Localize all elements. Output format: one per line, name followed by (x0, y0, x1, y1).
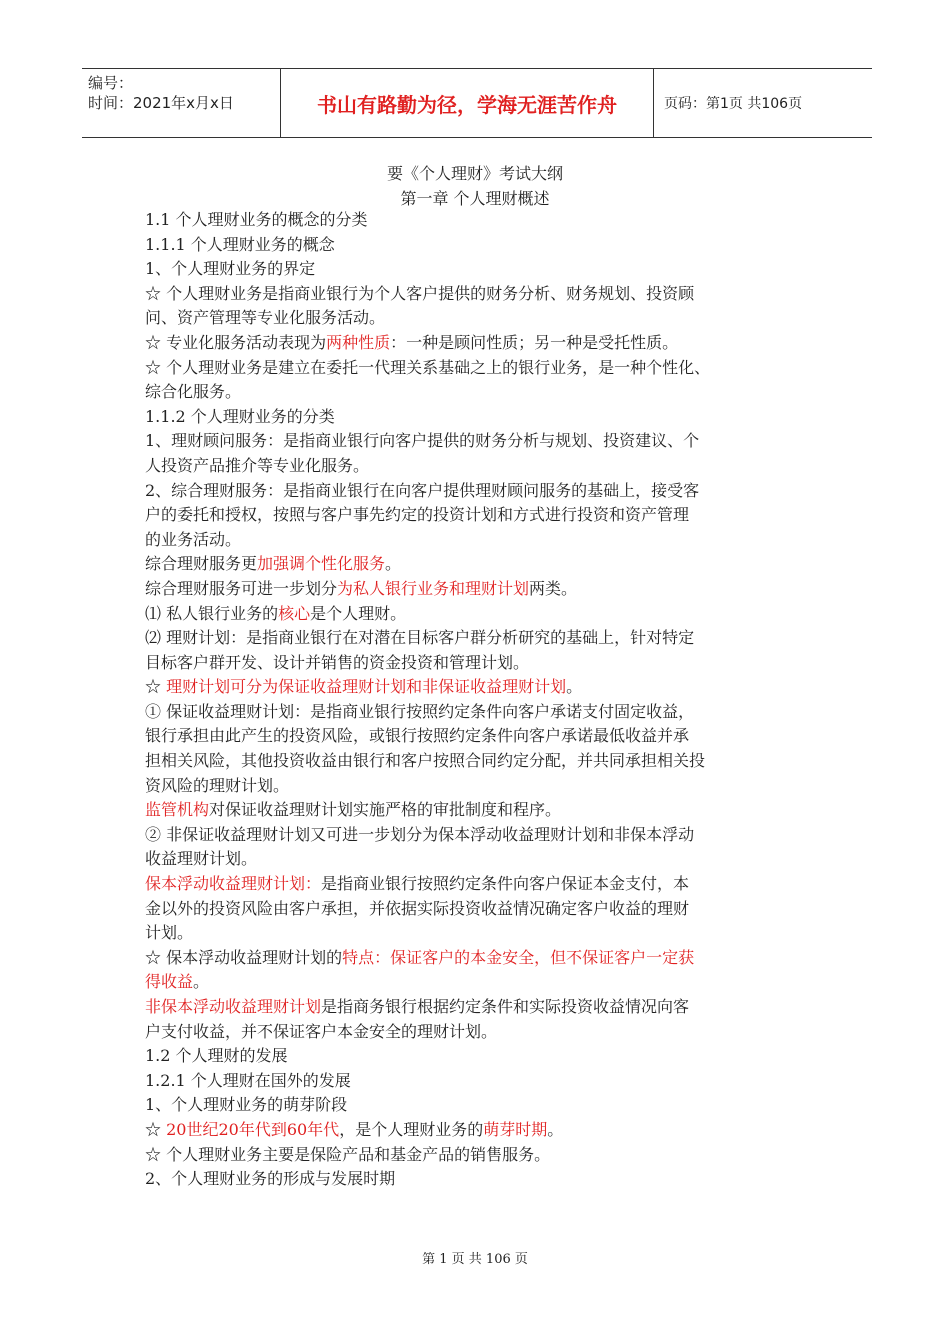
body-text: 是个人理财。 (310, 603, 407, 623)
body-text: 户的委托和授权，按照与客户事先约定的投资计划和方式进行投资和资产管理 (145, 505, 690, 525)
body-line (145, 847, 835, 872)
body-line (145, 208, 835, 233)
highlight-text: 理财计划可分为保证收益理财计划和非保证收益理财计划 (166, 677, 567, 697)
header-meta-cell (82, 69, 281, 137)
body-text: 。 (566, 677, 583, 697)
body-text: ⑵ 理财计划：是指商业银行在对潜在目标客户群分析研究的基础上，针对特定 (145, 628, 695, 648)
body-text: 两类。 (529, 578, 578, 598)
body-text: 是指商业银行按照约定条件向客户保证本金支付，本 (321, 874, 690, 894)
body-line (145, 724, 835, 749)
body-text: 1.1.2 个人理财业务的分类 (145, 406, 335, 426)
body-text: 户支付收益，并不保证客户本金安全的理财计划。 (145, 1021, 498, 1041)
body-line (145, 1167, 835, 1192)
body-line (145, 233, 835, 258)
body-text: ，是个人理财业务的 (339, 1119, 484, 1139)
body-text: 担相关风险，其他投资收益由银行和客户按照合同约定分配，并共同承担相关投 (145, 751, 706, 771)
body-line (145, 675, 835, 700)
highlight-text: 萌芽时期 (483, 1119, 548, 1139)
body-line (145, 651, 835, 676)
body-text: ☆ (145, 1119, 167, 1139)
body-text: ☆ 个人理财业务主要是保险产品和基金产品的销售服务。 (145, 1144, 551, 1164)
body-line (145, 1069, 835, 1094)
highlight-text: 核心 (278, 603, 311, 623)
body-text: ☆ 专业化服务活动表现为 (145, 332, 327, 352)
body-line (145, 872, 835, 897)
body-text: 2、综合理财服务：是指商业银行在向客户提供理财顾问服务的基础上，接受客 (145, 480, 700, 500)
body-line (145, 552, 835, 577)
body-line (145, 282, 835, 307)
body-text: 1.1 个人理财业务的概念的分类 (145, 210, 368, 229)
body-text: 1.2.1 个人理财在国外的发展 (145, 1070, 351, 1090)
body-line (145, 798, 835, 823)
body-text: 1、个人理财业务的界定 (145, 259, 316, 279)
body-text: 。 (385, 554, 402, 574)
body-line (145, 405, 835, 430)
body-line (145, 577, 835, 602)
body-line (145, 921, 835, 946)
body-text: 。 (547, 1119, 564, 1139)
body-text: 的业务活动。 (145, 529, 242, 549)
highlight-text: 保本浮动收益理财计划： (145, 874, 322, 894)
body-line (145, 528, 835, 553)
document-title: 要《个人理财》考试大纲 (386, 164, 563, 183)
time-label: 时间：2021年x月x日 (88, 94, 234, 112)
number-label: 编号： (88, 74, 134, 92)
body-line (145, 1143, 835, 1168)
body-line (145, 257, 835, 282)
body-text: 问、资产管理等专业化服务活动。 (145, 308, 386, 328)
body-text: 是指商务银行根据约定条件和实际投资收益情况向客 (321, 997, 690, 1016)
highlight-text: 为私人银行业务和理财计划 (337, 578, 530, 598)
body-line (145, 626, 835, 651)
highlight-text: 20世纪20年代到60年代 (166, 1119, 340, 1139)
body-text: 银行承担由此产生的投资风险，或银行按照约定条件向客户承诺最低收益并承 (145, 726, 690, 746)
body-line (145, 995, 835, 1020)
highlight-text: 监管机构 (145, 800, 210, 820)
body-text: 1、理财顾问服务：是指商业银行向客户提供的财务分析与规划、投资建议、个 (145, 431, 700, 451)
body-text: 综合理财服务可进一步划分 (145, 578, 338, 598)
body-line (145, 479, 835, 504)
body-text: 综合理财服务更 (145, 554, 258, 574)
body-line (145, 380, 835, 405)
body-line (145, 1118, 835, 1143)
body-text: 1.2 个人理财的发展 (145, 1046, 288, 1066)
header-page-info: 页码：第1页 共106页 (664, 96, 803, 112)
body-line (145, 897, 835, 922)
document-body (145, 208, 835, 1192)
body-line (145, 356, 835, 381)
highlight-text: 得收益 (145, 972, 194, 992)
body-text: 1、个人理财业务的萌芽阶段 (145, 1095, 348, 1115)
chapter-title: 第一章 个人理财概述 (400, 189, 550, 208)
body-text: ① 保证收益理财计划：是指商业银行按照约定条件向客户承诺支付固定收益， (145, 701, 695, 721)
body-line (145, 700, 835, 725)
body-text: 。 (193, 972, 210, 992)
body-line (145, 454, 835, 479)
body-text: 综合化服务。 (145, 382, 242, 402)
body-line (145, 749, 835, 774)
highlight-text: 非保本浮动收益理财计划 (145, 997, 322, 1016)
highlight-text: 特点：保证客户的本金安全，但不保证客户一定获 (342, 947, 695, 967)
body-text: 金以外的投资风险由客户承担，并依据实际投资收益情况确定客户收益的理财 (145, 898, 690, 918)
body-line (145, 970, 835, 995)
body-text: ☆ 个人理财业务是指商业银行为个人客户提供的财务分析、财务规划、投资顾 (145, 283, 695, 303)
body-line (145, 1093, 835, 1118)
body-line (145, 503, 835, 528)
body-line (145, 823, 835, 848)
body-text: 目标客户群开发、设计并销售的资金投资和管理计划。 (145, 652, 530, 672)
body-text: 1.1.1 个人理财业务的概念 (145, 234, 335, 254)
body-text: 2、个人理财业务的形成与发展时期 (145, 1169, 396, 1189)
body-line (145, 1044, 835, 1069)
body-text: 收益理财计划。 (145, 849, 258, 869)
body-line (145, 1020, 835, 1045)
page-footer: 第 1 页 共 106 页 (422, 1252, 528, 1267)
body-line (145, 774, 835, 799)
body-line (145, 946, 835, 971)
body-line (145, 429, 835, 454)
body-line (145, 602, 835, 627)
body-text: ☆ 个人理财业务是建立在委托一代理关系基础之上的银行业务，是一种个性化、 (145, 357, 711, 377)
highlight-text: 加强调个性化服务 (257, 554, 386, 574)
body-text: 计划。 (145, 923, 194, 943)
body-text: 对保证收益理财计划实施严格的审批制度和程序。 (209, 800, 562, 820)
body-line (145, 306, 835, 331)
body-text: ：一种是顾问性质；另一种是受托性质。 (390, 332, 679, 352)
page-header (82, 68, 872, 138)
highlight-text: 两种性质 (326, 332, 391, 352)
header-motto: 书山有路勤为径，学海无涯苦作舟 (281, 69, 654, 137)
body-line (145, 331, 835, 356)
body-text: ⑴ 私人银行业务的 (145, 603, 279, 623)
body-text: 资风险的理财计划。 (145, 775, 290, 795)
body-text: ☆ (145, 677, 167, 697)
body-text: ② 非保证收益理财计划又可进一步划分为保本浮动收益理财计划和非保本浮动 (145, 824, 695, 844)
body-text: 人投资产品推介等专业化服务。 (145, 455, 370, 475)
body-text: ☆ 保本浮动收益理财计划的 (145, 947, 343, 967)
